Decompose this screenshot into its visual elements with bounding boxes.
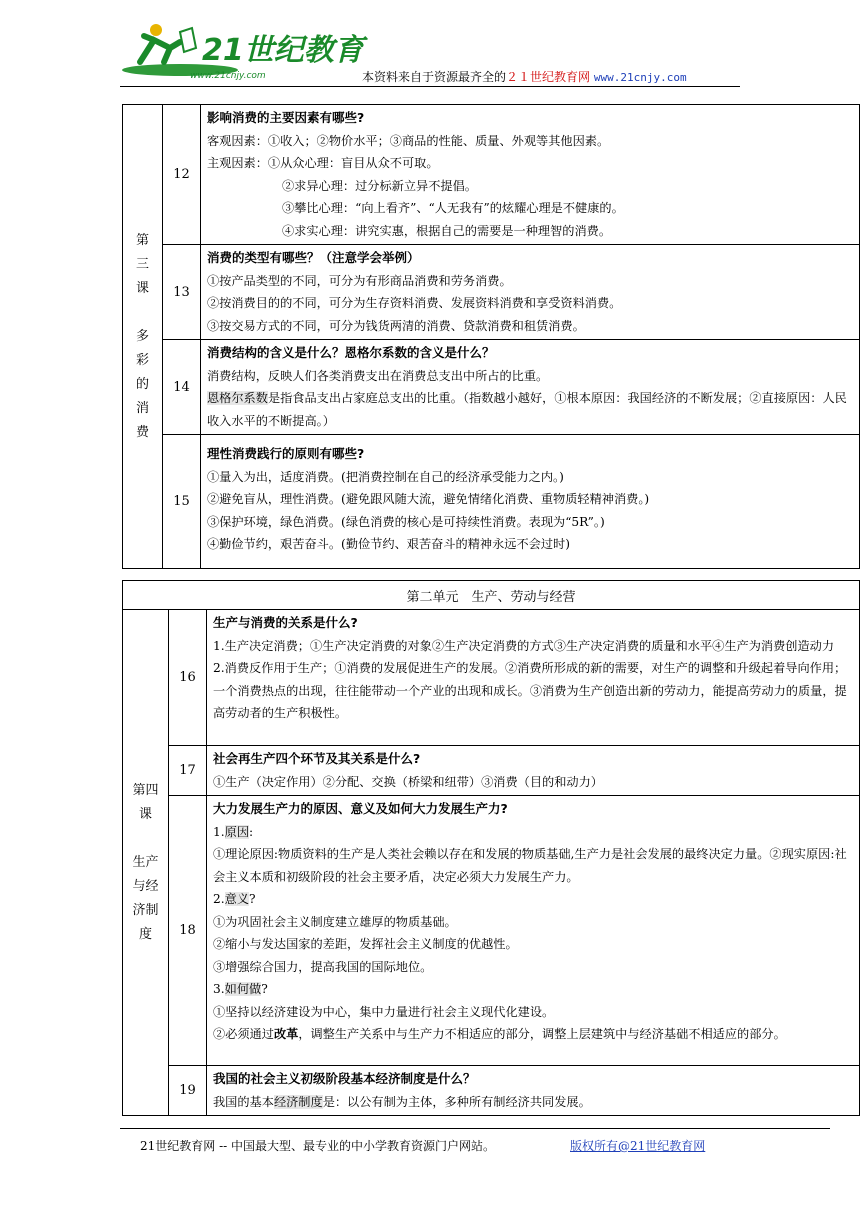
answer-line: 客观因素：①收入；②物价水平；③商品的性能、质量、外观等其他因素。 xyxy=(207,133,610,148)
question: 大力发展生产力的原因、意义及如何大力发展生产力? xyxy=(213,801,508,816)
answer-line: ②按消费目的的不同，可分为生存资料消费、发展资料消费和享受资料消费。 xyxy=(207,296,622,310)
answer-line: ①为巩固社会主义制度建立雄厚的物质基础。 xyxy=(213,914,457,929)
answer-line: ③按交易方式的不同，可分为钱货两清的消费、贷款消费和租赁消费。 xyxy=(207,318,585,333)
question: 消费结构的含义是什么？恩格尔系数的含义是什么？ xyxy=(207,345,495,360)
logo-icon xyxy=(120,18,364,84)
header-notice xyxy=(362,68,687,85)
answer-line: 我国的基本经济制度是：以公有制为主体，多种所有制经济共同发展。 xyxy=(213,1094,591,1109)
svg-text:21世纪教育: 21世纪教育 xyxy=(202,33,364,68)
answer-line: ①理论原因:物质资料的生产是人类社会赖以存在和发展的物质基础,生产力是社会发展的最终决定力量。②现实原因:社会主义本质和初级阶段的社会主要矛盾，决定必须大力发展生产力。 xyxy=(213,847,847,884)
footer-text: 21世纪教育网 -- 中国最大型、最专业的中小学教育资源门户网站。 xyxy=(140,1139,496,1153)
answer-line: 1.生产决定消费；①生产决定消费的对象②生产决定消费的方式③生产决定消费的质量和水平④生产为消费创造动力 xyxy=(213,638,835,653)
answer-paragraph xyxy=(207,387,855,432)
answer-line: ①生产（决定作用）②分配、交换（桥梁和纽带）③消费（目的和动力） xyxy=(213,774,603,789)
answer-line: ③攀比心理：“向上看齐”、“人无我有”的炫耀心理是不健康的。 xyxy=(282,201,624,215)
lesson3-label xyxy=(123,105,163,569)
answer-line: ③保护环境，绿色消费。(绿色消费的核心是可持续性消费。表现为“5R”。) xyxy=(207,514,605,529)
answer-line: ①坚持以经济建设为中心，集中力量进行社会主义现代化建设。 xyxy=(213,1004,555,1019)
question: 社会再生产四个环节及其关系是什么? xyxy=(213,751,421,766)
row-number: 14 xyxy=(163,340,201,435)
answer-line: ③增强综合国力，提高我国的国际地位。 xyxy=(213,959,433,974)
lesson3-table xyxy=(122,104,860,569)
lesson-char: 彩 xyxy=(135,352,149,368)
lesson-char: 三 xyxy=(135,256,149,272)
highlighted-term: 恩格尔系数 xyxy=(207,391,268,405)
answer-line: 主观因素：①从众心理：盲目从众不可取。 xyxy=(207,156,439,170)
lesson-char: 费 xyxy=(135,424,149,440)
lesson-char: 生产 xyxy=(132,854,159,870)
qa-cell-14 xyxy=(201,340,860,435)
answer-line: ①量入为出，适度消费。(把消费控制在自己的经济承受能力之内。) xyxy=(207,469,564,484)
row-number: 16 xyxy=(169,610,207,746)
page-footer xyxy=(140,1137,706,1154)
lesson-char: 多 xyxy=(135,328,149,344)
answer-line: ④求实心理：讲究实惠，根据自己的需要是一种理智的消费。 xyxy=(282,223,612,238)
qa-cell-19 xyxy=(207,1066,860,1116)
answer-line: ②必须通过改革，调整生产关系中与生产力不相适应的部分，调整上层建筑中与经济基础不相适应的部分。 xyxy=(213,1027,786,1041)
qa-cell-12 xyxy=(201,105,860,245)
answer-line: ②避免盲从，理性消费。(避免跟风随大流，避免情绪化消费、重物质轻精神消费。) xyxy=(207,492,650,506)
lesson-char: 济制 xyxy=(132,902,159,918)
section-heading: 3.如何做? xyxy=(213,982,268,996)
notice-url-link[interactable]: www.21cnjy.com xyxy=(593,71,687,84)
question: 理性消费践行的原则有哪些? xyxy=(207,446,365,461)
lesson-char: 的 xyxy=(135,376,149,392)
row-number: 19 xyxy=(169,1066,207,1116)
header-rule xyxy=(120,86,740,87)
section-heading: 1.原因: xyxy=(213,824,254,839)
unit2-table xyxy=(122,580,860,1116)
row-number: 12 xyxy=(163,105,201,245)
answer-line: 消费结构，反映人们各类消费支出在消费总支出中所占的比重。 xyxy=(207,368,549,383)
qa-cell-17 xyxy=(207,746,860,796)
lesson-char: 课 xyxy=(138,806,152,822)
footer-rule xyxy=(120,1128,830,1129)
lesson-char: 第四 xyxy=(132,782,159,798)
copyright-link[interactable]: 版权所有@21世纪教育网 xyxy=(570,1139,706,1153)
lesson-char: 与经 xyxy=(132,878,159,894)
row-number: 18 xyxy=(169,796,207,1066)
question: 消费的类型有哪些？（注意学会举例） xyxy=(207,250,420,265)
qa-cell-18 xyxy=(207,796,860,1066)
answer-text: 是指食品支出占家庭总支出的比重。（指数越小越好，①根本原因：我国经济的不断发展；②直接原因：人民收入水平的不断提高。） xyxy=(207,391,847,428)
lesson-char xyxy=(123,301,162,325)
notice-site-link[interactable]: ２１世纪教育网 xyxy=(506,70,591,84)
answer-line: ①按产品类型的不同，可分为有形商品消费和劳务消费。 xyxy=(207,273,512,288)
qa-cell-15 xyxy=(201,435,860,569)
row-number: 17 xyxy=(169,746,207,796)
lesson4-label xyxy=(123,610,169,1116)
question: 生产与消费的关系是什么? xyxy=(213,615,358,630)
question: 影响消费的主要因素有哪些? xyxy=(207,110,365,125)
lesson-char: 第 xyxy=(135,232,149,248)
answer-line: ②缩小与发达国家的差距，发挥社会主义制度的优越性。 xyxy=(213,937,518,951)
unit-title: 第二单元 生产、劳动与经营 xyxy=(123,581,860,610)
lesson-char: 度 xyxy=(138,926,152,942)
answer-line: ④勤俭节约，艰苦奋斗。(勤俭节约、艰苦奋斗的精神永远不会过时) xyxy=(207,537,570,551)
notice-prefix: 本资料来自于资源最齐全的 xyxy=(362,70,507,84)
answer-line: ②求异心理：过分标新立异不提倡。 xyxy=(282,178,477,193)
qa-cell-16 xyxy=(207,610,860,746)
row-number: 15 xyxy=(163,435,201,569)
question: 我国的社会主义初级阶段基本经济制度是什么？ xyxy=(213,1071,476,1086)
section-heading: 2.意义? xyxy=(213,892,256,906)
qa-cell-13 xyxy=(201,245,860,340)
lesson-char: 课 xyxy=(135,280,149,296)
svg-text:www.21cnjy.com: www.21cnjy.com xyxy=(190,71,266,81)
answer-line: 2.消费反作用于生产；①消费的发展促进生产的发展。②消费所形成的新的需要，对生产的调整和升级起着导向作用；一个消费热点的出现，往往能带动一个产业的出现和成长。③消费为生产创造出新的劳动力，能提高劳动力的质量，提高劳动者的生产积极性。 xyxy=(213,661,847,720)
lesson-char: 消 xyxy=(135,400,149,416)
row-number: 13 xyxy=(163,245,201,340)
